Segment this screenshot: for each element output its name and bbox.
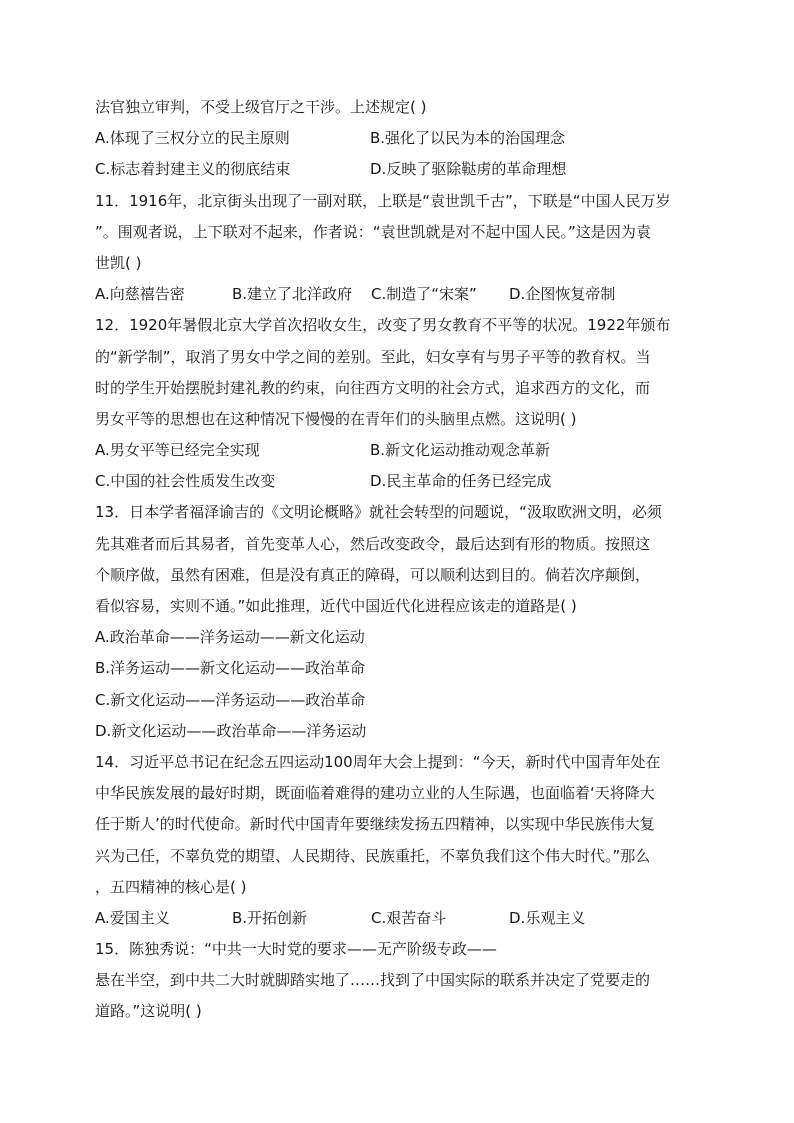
question-13-stem-line: 13．日本学者福泽谕吉的《文明论概略》就社会转型的问题说，“汲取欧洲文明，必须	[95, 503, 662, 522]
option-row	[95, 903, 707, 934]
option-row	[95, 123, 707, 154]
q11-option-b: B.建立了北洋政府	[232, 285, 353, 304]
question-12-stem-line: 12．1920年暑假北京大学首次招收女生，改变了男女教育不平等的状况。1922年颁布	[95, 316, 671, 335]
question-12-stem-line: 男女平等的思想也在这种情况下慢慢的在青年们的头脑里点燃。这说明( )	[95, 409, 577, 428]
q11-option-a: A.向慈禧告密	[95, 285, 185, 304]
q12-option-b: B.新文化运动推动观念革新	[370, 441, 551, 460]
q12-option-c: C.中国的社会性质发生改变	[95, 472, 276, 491]
question-14-stem-line: 14．习近平总书记在纪念五四运动100周年大会上提到：“今天，新时代中国青年处在	[95, 752, 661, 771]
option-a: A.体现了三权分立的民主原则	[95, 129, 290, 148]
question-14-stem-line: ，五四精神的核心是( )	[95, 877, 247, 896]
question-14-stem-line: 任于斯人’的时代使命。新时代中国青年要继续发扬五四精神，以实现中华民族伟大复	[95, 815, 655, 834]
question-14-stem-line: 兴为己任，不辜负党的期望、人民期待、民族重托，不辜负我们这个伟大时代。”那么	[95, 846, 651, 865]
question-12-stem-line: 的“新学制”，取消了男女中学之间的差别。至此，妇女享有与男子平等的教育权。当	[95, 347, 651, 366]
q14-option-c: C.艰苦奋斗	[371, 908, 447, 927]
question-14-stem-line: 中华民族发展的最好时期，既面临着难得的建功立业的人生际遇，也面临着‘天将降大	[95, 784, 655, 803]
q14-option-a: A.爱国主义	[95, 908, 170, 927]
option-row	[95, 435, 707, 466]
question-11-stem-line: ”。围观者说，上下联对不起来，作者说：“袁世凯就是对不起中国人民。”这是因为袁	[95, 222, 651, 241]
q13-option-c: C.新文化运动——洋务运动——政治革命	[95, 690, 366, 709]
option-row	[95, 154, 707, 185]
q11-option-d: D.企图恢复帝制	[509, 285, 616, 304]
question-11-stem-line: 世凯( )	[95, 253, 142, 272]
question-15-stem-line: 悬在半空，到中共二大时就脚踏实地了……找到了中国实际的联系并决定了党要走的	[95, 971, 651, 990]
option-row	[95, 279, 707, 310]
question-15-stem-line: 道路。”这说明( )	[95, 1002, 202, 1021]
q13-option-d: D.新文化运动——政治革命——洋务运动	[95, 721, 367, 740]
option-c: C.标志着封建主义的彻底结束	[95, 160, 291, 179]
q14-option-d: D.乐观主义	[509, 908, 586, 927]
question-13-stem-line: 先其难者而后其易者，首先变革人心，然后改变政令，最后达到有形的物质。按照这	[95, 534, 651, 553]
option-b: B.强化了以民为本的治国理念	[370, 129, 566, 148]
q12-option-d: D.民主革命的任务已经完成	[370, 472, 552, 491]
option-row	[95, 466, 707, 497]
option-d: D.反映了驱除鞑虏的革命理想	[370, 160, 567, 179]
question-13-stem-line: 看似容易，实则不通。”如此推理，近代中国近代化进程应该走的道路是( )	[95, 597, 577, 615]
q13-option-a: A.政治革命——洋务运动——新文化运动	[95, 628, 365, 647]
question-15-stem-line: 15．陈独秀说：“中共一大时党的要求——无产阶级专政——	[95, 940, 497, 959]
question-11-stem-line: 11．1916年，北京街头出现了一副对联，上联是“袁世凯千古”，下联是“中国人民万岁	[95, 191, 671, 210]
q14-option-b: B.开拓创新	[232, 908, 308, 927]
question-13-stem-line: 个顺序做，虽然有困难，但是没有真正的障碍，可以顺利达到目的。倘若次序颠倒，	[95, 565, 651, 584]
question-12-stem-line: 时的学生开始摆脱封建礼教的约束，向往西方文明的社会方式，追求西方的文化，而	[95, 378, 651, 397]
question-list	[95, 92, 707, 1028]
question-stem-line: 法官独立审判，不受上级官厅之干涉。上述规定( )	[95, 98, 427, 116]
q11-option-c: C.制造了“宋案”	[371, 285, 477, 304]
q13-option-b: B.洋务运动——新文化运动——政治革命	[95, 659, 366, 678]
q12-option-a: A.男女平等已经完全实现	[95, 441, 260, 460]
